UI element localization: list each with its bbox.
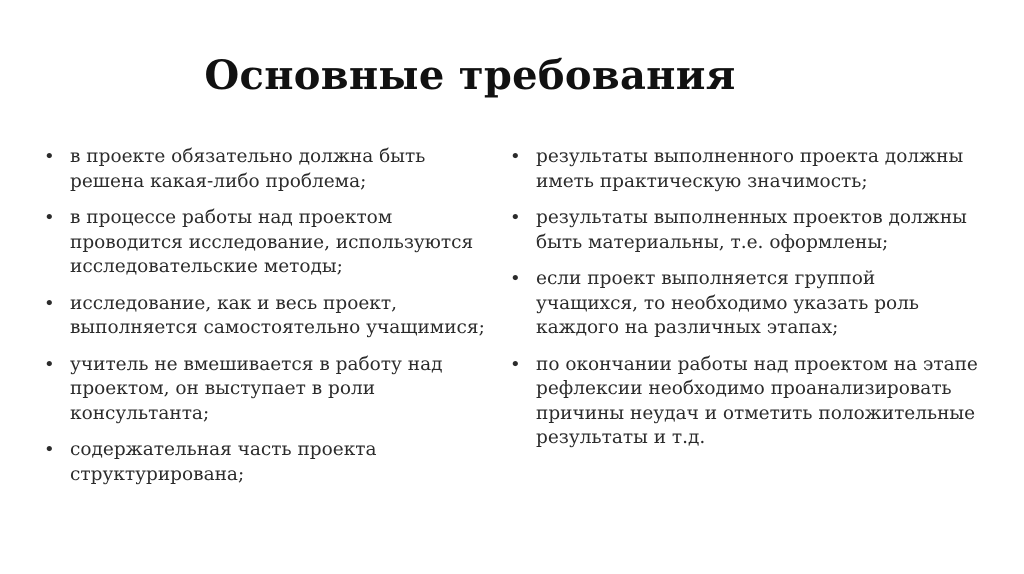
bullet-icon: • [44, 207, 55, 228]
left-requirements-list [44, 145, 504, 499]
list-item [44, 353, 504, 427]
list-item [510, 353, 980, 451]
list-item [44, 145, 504, 194]
bullet-icon: • [510, 353, 521, 375]
slide-title: Основные требования [204, 52, 736, 99]
requirement-text: по окончании работы над проектом на этапе рефлексии необходимо проанализировать причины неудач и отметить положительные результаты и т.д. [536, 353, 978, 448]
list-item [44, 292, 504, 341]
requirement-text: в проекте обязательно должна быть решена какая-либо проблема; [70, 146, 426, 192]
bullet-icon: • [510, 207, 521, 228]
requirement-text: исследование, как и весь проект, выполняется самостоятельно учащимися; [70, 292, 485, 338]
list-item [510, 206, 980, 255]
list-item [44, 206, 504, 280]
bullet-icon: • [510, 268, 521, 289]
bullet-icon: • [44, 439, 55, 460]
right-requirements-list [510, 145, 980, 463]
requirement-text: учитель не вмешивается в работу над проектом, он выступает в роли консультанта; [70, 353, 443, 424]
requirement-text: содержательная часть проекта структурирована; [70, 439, 377, 485]
requirement-text: результаты выполненных проектов должны быть материальны, т.е. оформлены; [536, 207, 967, 253]
requirement-text: результаты выполненного проекта должны иметь практическую значимость; [536, 146, 964, 192]
list-item [510, 145, 980, 194]
bullet-icon: • [44, 146, 55, 167]
bullet-icon: • [510, 146, 521, 167]
requirement-text: в процессе работы над проектом проводится исследование, используются исследовательские методы; [70, 207, 474, 277]
bullet-icon: • [44, 353, 55, 375]
list-item [510, 267, 980, 341]
list-item [44, 438, 504, 487]
bullet-icon: • [44, 292, 55, 314]
requirement-text: если проект выполняется группой учащихся, то необходимо указать роль каждого на различных этапах; [536, 268, 919, 338]
